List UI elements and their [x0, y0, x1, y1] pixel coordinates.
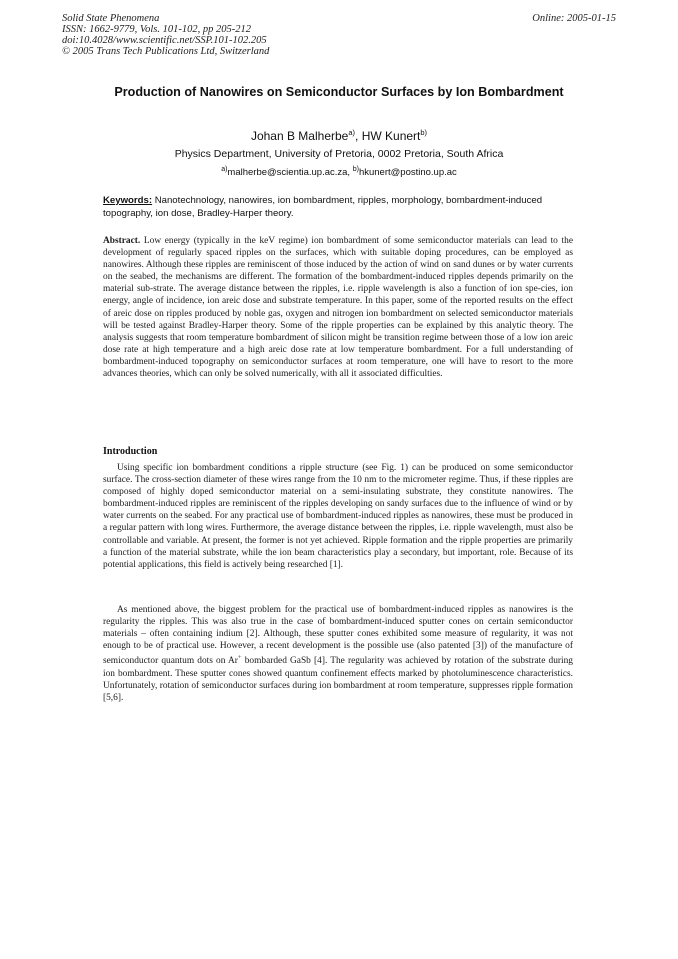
affiliation: Physics Department, University of Pretoria, 0002 Pretoria, South Africa: [174, 148, 504, 160]
online-date: Online: 2005-01-15: [532, 13, 616, 24]
journal-copyright: © 2005 Trans Tech Publications Ltd, Switzerland: [62, 46, 270, 57]
intro-paragraph-1: Using specific ion bombardment conditions a ripple structure (see Fig. 1) can be produced on some semiconductor surface. The cross-section diameter of these wires range from the 10 nm to the micrometer regime. Thus, if these ripples are composed of highly doped semiconductor material on a semi-insulating substrate, they constitute nanowires. The bombardment-induced ripples are reminiscent of the ripples developing on sandy surfaces due to the influence of wind or by water currents on the seabed. For any practical use of bombardment-induced ripples as nanowires, these must be produced in a regular pattern with long wires. Furthermore, the average distance between the ripples, i.e. ripple wavelength, must also be controllable and variable. At present, the former is not yet achieved. Ripple formation and the ripple properties are primarily a function of the material substrate, while the ion beam characteristics play a secondary, but important, role. Because of its potential applications, this field is actively being researched [1].: [103, 463, 573, 570]
email-line: [0, 166, 678, 178]
intro-paragraph-2: [103, 604, 573, 704]
argon-ion-charge: +: [237, 654, 242, 662]
keywords-text: Nanotechnology, nanowires, ion bombardment, ripples, morphology, bombardment-induced topography, ion dose, Bradley-Harper theory.: [103, 195, 543, 219]
email-b-link[interactable]: hkunert@postino.up.ac: [358, 167, 457, 179]
author-line: [0, 128, 678, 143]
abstract-block: [103, 235, 573, 380]
author-1-name: Johan B Malherbe: [250, 129, 349, 143]
journal-name: Solid State Phenomena: [62, 13, 160, 24]
journal-header: [62, 13, 269, 57]
paper-title: Production of Nanowires on Semiconductor Surfaces by Ion Bombardment: [114, 85, 564, 99]
abstract-text: Low energy (typically in the keV regime) ion bombardment of some semiconductor materials can lead to the development of regularly spaced ripples on the surfaces, which with suitable doping procedures, can be employed as nanowires. Although these ripples are reminiscent of those induced by the action of wind on sand dunes or by water currents on the seabed, the mechanisms are different. The formation of the bombardment-induced ripples depends primarily on the material sub-strate. The average distance between the ripples, i.e. ripple wavelength is also a function of ion spe-cies, ion energy, angle of incidence, ion areic dose and substrate temperature. In this paper, some of the reported results on the effect of areic dose on ripples produced by noble gas, oxygen and nitrogen ion bombardment on selected semiconductor materials will be tested against Bradley-Harper theory. Some of the ripple properties can be explained by this analytic theory. The analysis suggests that room temperature bombardment of silicon might be transition regime between those of a low ion areic dose rate at high temperature and a high areic dose rate at low temperature bombardment. For a full understanding of bombardment-induced topography on semiconductor surfaces at room temperature, one will have to resort to the more advances theories, which can only be solved numerically, with all it associated difficulties.: [103, 236, 573, 380]
email-a-mark: a): [221, 166, 228, 173]
keywords-block: [103, 195, 573, 220]
intro-p2-part-b: bombarded GaSb [4]. The regularity was achieved by rotation of the substrate during ion bombardment. These sputter cones showed quantum confinement effects marked by photoluminescence characteristics. Unfortunately, rotation of semiconductor surfaces during ion bombardment at room temperature, suppresses ripple formation [5,6].: [103, 656, 573, 703]
author-2-mark: b): [420, 128, 428, 137]
email-b-mark: b): [352, 166, 359, 173]
abstract-label: Abstract.: [103, 236, 141, 246]
journal-doi: doi:10.4028/www.scientific.net/SSP.101-102.205: [62, 35, 267, 46]
author-2-name: HW Kunert: [361, 129, 421, 143]
author-separator: ,: [355, 129, 362, 143]
journal-issn: ISSN: 1662-9779, Vols. 101-102, pp 205-212: [62, 24, 251, 35]
intro-p2-part-a: As mentioned above, the biggest problem for the practical use of bombardment-induced ripples as nanowires is the regularity the ripples. This was also true in the case of bombardment-induced sputter cones on certain semiconductor materials – often containing indium [2]. Although, these sputter cones exhibited some measure of regularity, it was not enough to be of practical use. However, a recent development is the possible use (also patented [3]) of the manufacture of semiconductor quantum dots on Ar: [103, 605, 573, 667]
author-1-mark: a): [348, 128, 356, 137]
email-a-link[interactable]: malherbe@scientia.up.ac.za,: [227, 167, 353, 179]
introduction-heading: Introduction: [103, 446, 158, 457]
keywords-label: Keywords:: [103, 195, 153, 206]
